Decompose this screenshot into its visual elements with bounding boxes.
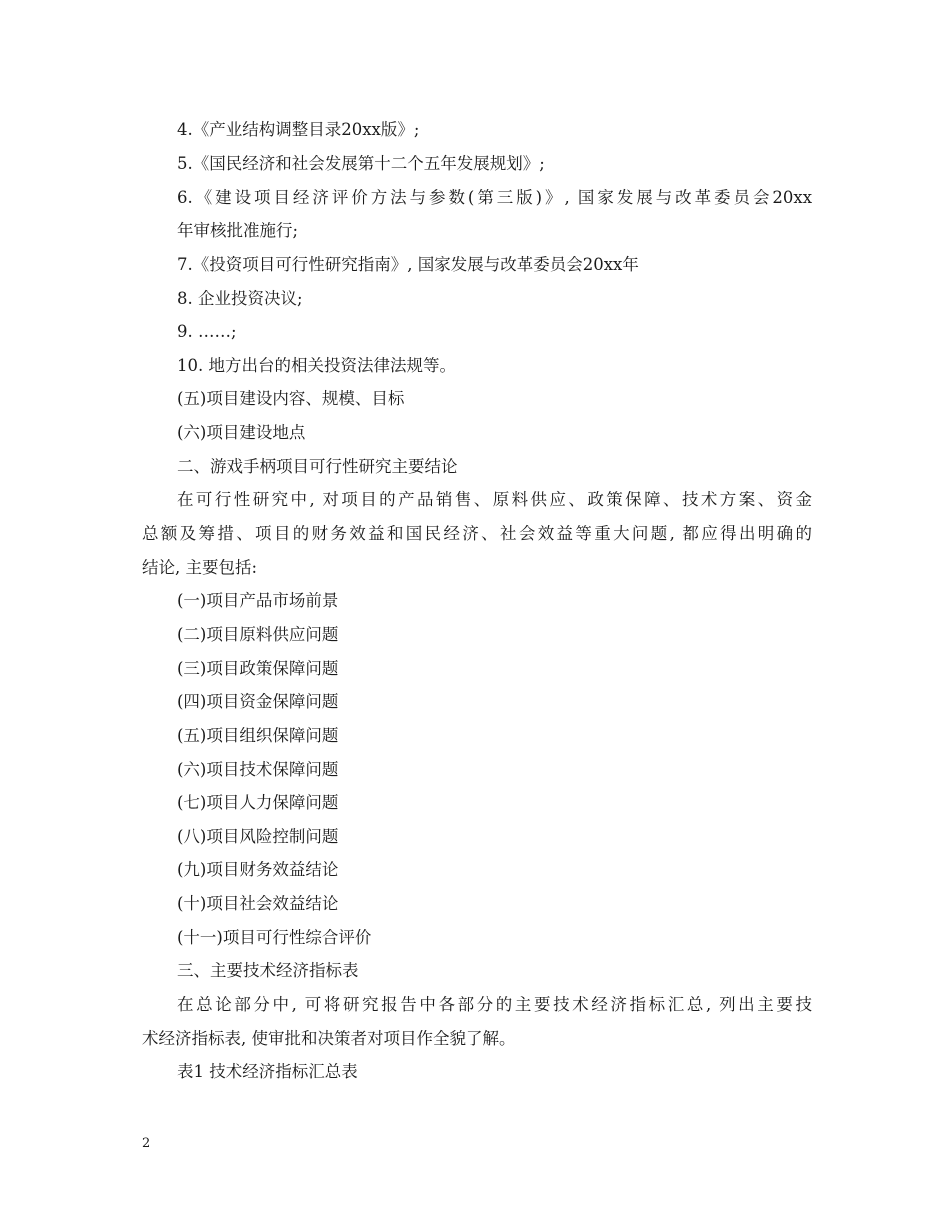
page-number: 2 — [142, 1136, 151, 1151]
list-item: (十一)项目可行性综合评价 — [177, 928, 372, 947]
subsection-heading: (五)项目建设内容、规模、目标 — [177, 389, 405, 408]
list-item: 8. 企业投资决议; — [177, 289, 303, 308]
list-item: 9. ……; — [177, 322, 237, 341]
list-item: 5.《国民经济和社会发展第十二个五年发展规划》; — [177, 154, 545, 173]
section-heading: 二、游戏手柄项目可行性研究主要结论 — [177, 457, 458, 476]
list-item: 6.《建设项目经济评价方法与参数(第三版)》, 国家发展与改革委员会20xx — [177, 188, 812, 207]
list-item: (四)项目资金保障问题 — [177, 692, 339, 711]
list-item: (一)项目产品市场前景 — [177, 591, 339, 610]
table-caption: 表1 技术经济指标汇总表 — [177, 1062, 358, 1081]
list-item: (六)项目技术保障问题 — [177, 760, 339, 779]
paragraph-line: 结论, 主要包括: — [142, 558, 258, 577]
list-item: 10. 地方出台的相关投资法律法规等。 — [177, 356, 456, 375]
list-item: (八)项目风险控制问题 — [177, 827, 339, 846]
list-item: (九)项目财务效益结论 — [177, 860, 339, 879]
list-item: 7.《投资项目可行性研究指南》, 国家发展与改革委员会20xx年 — [177, 255, 639, 274]
paragraph-line: 术经济指标表, 使审批和决策者对项目作全貌了解。 — [142, 1029, 516, 1048]
paragraph-line: 在可行性研究中, 对项目的产品销售、原料供应、政策保障、技术方案、资金 — [177, 490, 812, 509]
list-item-continuation: 年审核批准施行; — [177, 221, 299, 240]
paragraph-line: 总额及筹措、项目的财务效益和国民经济、社会效益等重大问题, 都应得出明确的 — [142, 524, 812, 543]
list-item: (三)项目政策保障问题 — [177, 659, 339, 678]
paragraph-line: 在总论部分中, 可将研究报告中各部分的主要技术经济指标汇总, 列出主要技 — [177, 995, 812, 1014]
list-item: (七)项目人力保障问题 — [177, 793, 339, 812]
list-item: 4.《产业结构调整目录20xx版》; — [177, 120, 420, 139]
section-heading: 三、主要技术经济指标表 — [177, 961, 359, 980]
list-item: (十)项目社会效益结论 — [177, 894, 339, 913]
subsection-heading: (六)项目建设地点 — [177, 423, 306, 442]
list-item: (五)项目组织保障问题 — [177, 726, 339, 745]
list-item: (二)项目原料供应问题 — [177, 625, 339, 644]
